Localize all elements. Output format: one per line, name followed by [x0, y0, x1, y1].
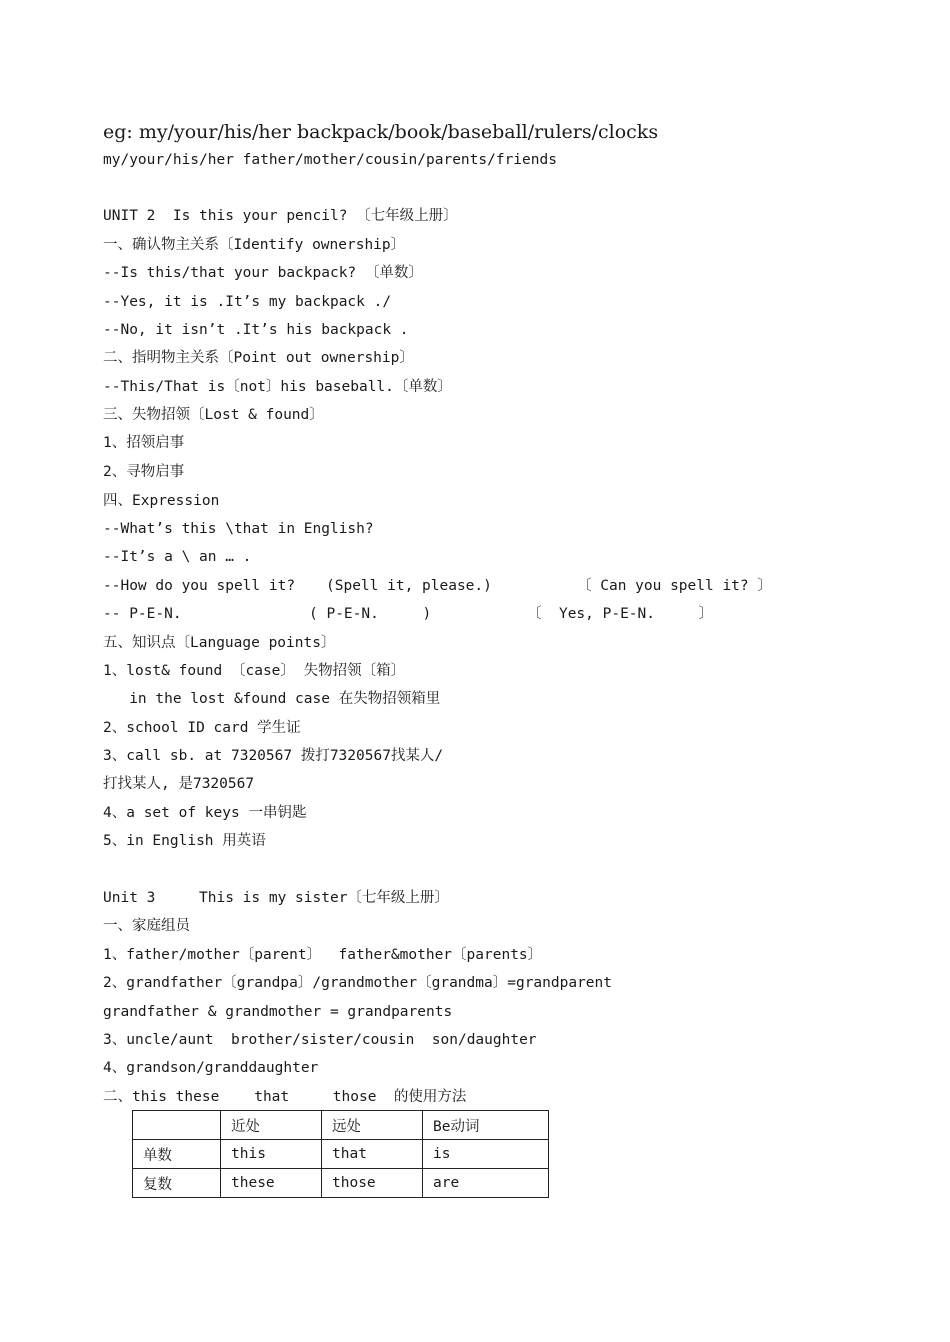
text-line: 1、lost& found 〔case〕 失物招领〔箱〕: [103, 663, 406, 679]
table-row: [133, 1140, 549, 1169]
text-line: --This/That is〔not〕his baseball.〔单数〕: [103, 379, 452, 395]
text-line: --It’s a \ an … .: [103, 549, 252, 565]
text-line: grandfather & grandmother = grandparents: [103, 1004, 453, 1020]
text-segment: -- P-E-N.: [103, 606, 182, 622]
text-line: 2、grandfather〔grandpa〕/grandmother〔grandma〕=grandparent: [103, 975, 612, 991]
table-cell: 单数: [133, 1140, 221, 1169]
table-cell: that: [322, 1140, 423, 1169]
text-line: 4、a set of keys 一串钥匙: [103, 805, 307, 821]
table-cell: 远处: [322, 1111, 423, 1140]
text-line: in the lost &found case 在失物招领箱里: [103, 691, 441, 707]
text-segment: --How do you spell it?: [103, 578, 296, 594]
table-cell: those: [322, 1169, 423, 1198]
table-cell: these: [221, 1169, 322, 1198]
text-segment: (Spell it, please.): [326, 578, 492, 594]
text-line: 3、call sb. at 7320567 拨打7320567找某人/: [103, 748, 444, 764]
text-line: 打找某人, 是7320567: [103, 776, 255, 792]
table-header-row: [133, 1111, 549, 1140]
text-segment: 〔 Yes, P-E-N. 〕: [527, 606, 714, 622]
text-line: 1、father/mother〔parent〕 father&mother〔parents〕: [103, 947, 543, 963]
text-segment: 〔 Can you spell it? 〕: [577, 578, 772, 594]
table-row: [133, 1169, 549, 1198]
table-cell: is: [423, 1140, 549, 1169]
example-line-objects: eg: my/your/his/her backpack/book/baseball/rulers/clocks: [103, 121, 659, 143]
example-line-people: my/your/his/her father/mother/cousin/parents/friends: [103, 152, 557, 168]
table-cell: 复数: [133, 1169, 221, 1198]
text-line: 4、grandson/granddaughter: [103, 1060, 319, 1076]
demonstratives-table: [132, 1110, 549, 1198]
section-heading: 三、失物招领〔Lost & found〕: [103, 407, 324, 423]
text-segment: ( P-E-N. ): [309, 606, 432, 622]
section-heading: 二、指明物主关系〔Point out ownership〕: [103, 350, 414, 366]
section-heading: 四、Expression: [103, 493, 220, 509]
text-line: --No, it isn’t .It’s his backpack .: [103, 322, 409, 338]
table-cell: 近处: [221, 1111, 322, 1140]
table-cell: this: [221, 1140, 322, 1169]
text-line: 2、school ID card 学生证: [103, 720, 301, 736]
section-heading: 一、确认物主关系〔Identify ownership〕: [103, 237, 406, 253]
text-line: 1、招领启事: [103, 435, 185, 451]
text-line: 2、寻物启事: [103, 464, 185, 480]
table-cell: Be动词: [423, 1111, 549, 1140]
text-line: 3、uncle/aunt brother/sister/cousin son/daughter: [103, 1032, 537, 1048]
section-heading: 一、家庭组员: [103, 918, 190, 934]
text-line: --Is this/that your backpack? 〔单数〕: [103, 265, 423, 281]
text-line: --Yes, it is .It’s my backpack ./: [103, 294, 392, 310]
unit3-heading: Unit 3 This is my sister〔七年级上册〕: [103, 890, 449, 906]
unit2-heading: UNIT 2 Is this your pencil? 〔七年级上册〕: [103, 208, 458, 224]
section-heading: 二、this these that those 的使用方法: [103, 1089, 467, 1105]
text-line: --What’s this \that in English?: [103, 521, 374, 537]
text-line: 5、in English 用英语: [103, 833, 266, 849]
table-cell: are: [423, 1169, 549, 1198]
table-cell: [133, 1111, 221, 1140]
section-heading: 五、知识点〔Language points〕: [103, 635, 336, 651]
